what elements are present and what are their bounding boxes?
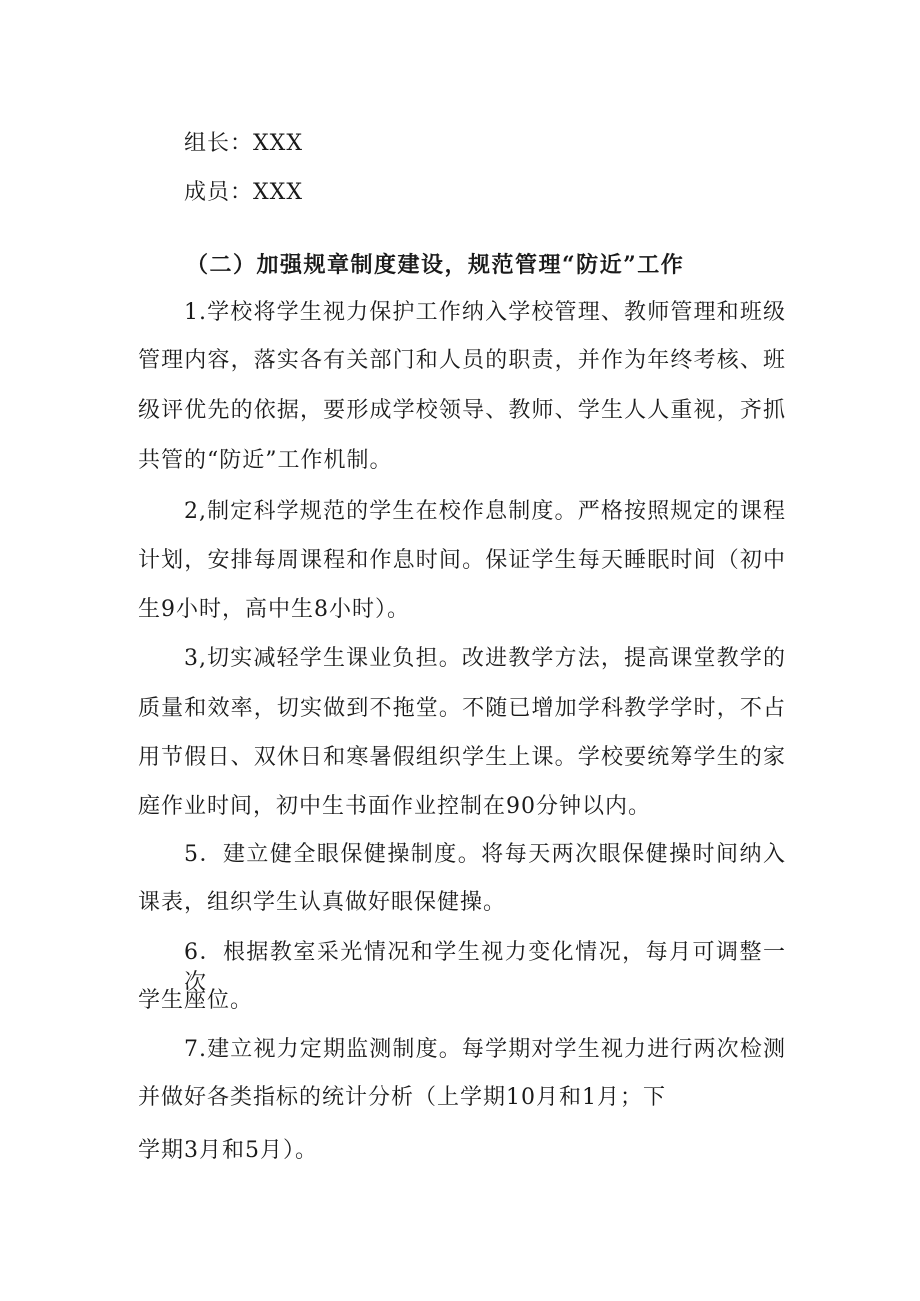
item2-line3: 生9小时，高中生8小时）。: [138, 597, 410, 622]
item3-line2: 质量和效率，切实做到不拖堂。不随已增加学科教学学时，不占: [138, 696, 786, 721]
item5-line2: 课表，组织学生认真做好眼保健操。: [138, 890, 507, 915]
section-heading: （二）加强规章制度建设，规范管理“防近”工作: [186, 252, 685, 278]
item2-line2: 计划，安排每周课程和作息时间。保证学生每天睡眠时间（初中: [138, 548, 786, 573]
item7-line3: 学期3月和5月）。: [138, 1138, 318, 1163]
item2-line1: 2,制定科学规范的学生在校作息制度。严格按照规定的课程: [184, 499, 786, 524]
item7-line1: 7.建立视力定期监测制度。每学期对学生视力进行两次检测: [184, 1037, 786, 1062]
item6-line1: 6．根据教室采光情况和学生视力变化情况，每月可调整一次: [184, 940, 786, 995]
item1-line1: 1.学校将学生视力保护工作纳入学校管理、教师管理和班级: [184, 300, 786, 325]
team-members: 成员：XXX: [184, 180, 303, 205]
item1-line3: 级评优先的依据，要形成学校领导、教师、学生人人重视，齐抓: [138, 398, 786, 423]
item1-line2: 管理内容，落实各有关部门和人员的职责，并作为年终考核、班: [138, 348, 786, 373]
item6-line2: 学生座位。: [138, 988, 254, 1013]
item1-line4: 共管的“防近”工作机制。: [138, 448, 393, 473]
item3-line3: 用节假日、双休日和寒暑假组织学生上课。学校要统筹学生的家: [138, 745, 786, 770]
item5-line1: 5．建立健全眼保健操制度。将每天两次眼保健操时间纳入: [184, 842, 786, 867]
team-leader: 组长：XXX: [184, 131, 303, 156]
item3-line1: 3,切实减轻学生课业负担。改进教学方法，提高课堂教学的: [184, 646, 786, 671]
item7-line2: 并做好各类指标的统计分析（上学期10月和1月；下: [138, 1085, 666, 1110]
item3-line4: 庭作业时间，初中生书面作业控制在90分钟以内。: [138, 794, 651, 819]
